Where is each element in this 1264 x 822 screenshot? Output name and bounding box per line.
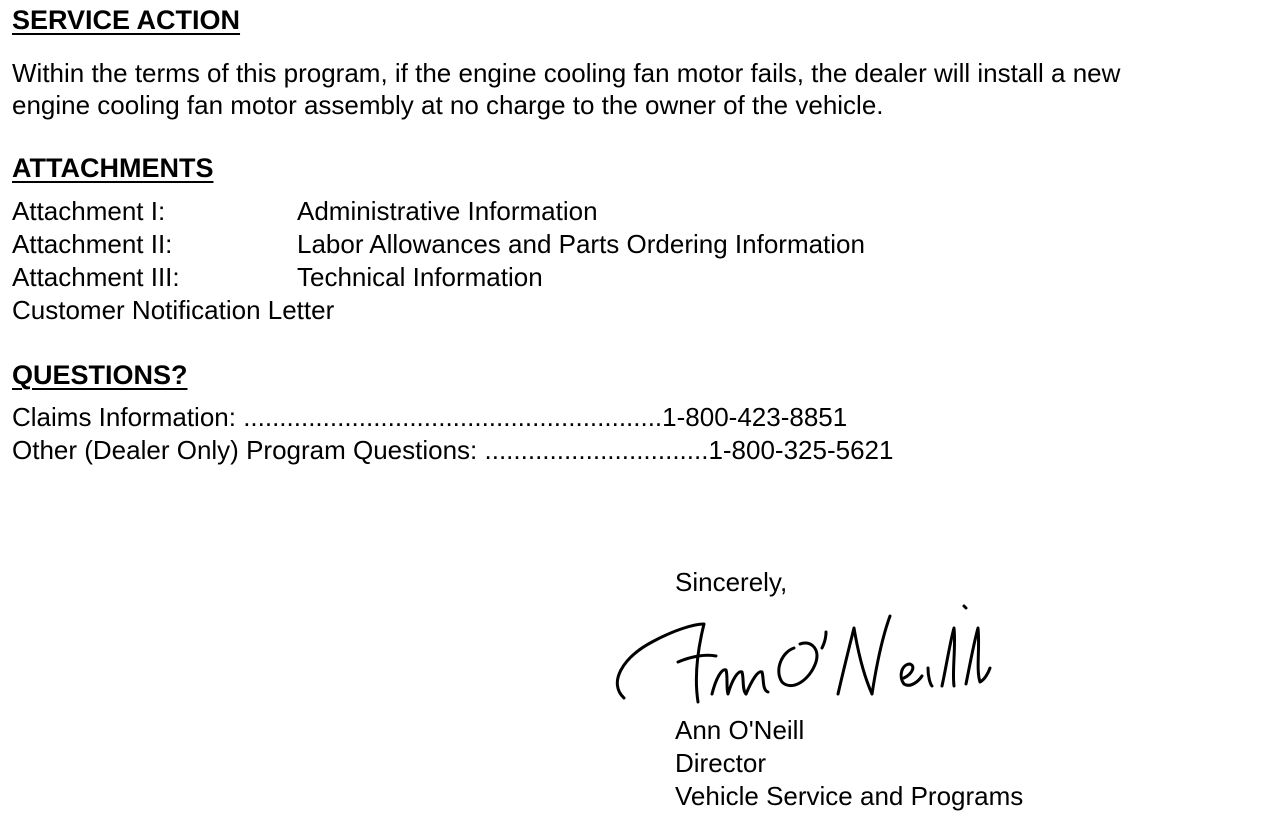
- dot-leader: ...............................: [484, 435, 709, 465]
- attachment-row-3: [12, 261, 543, 293]
- contact-label: Claims Information:: [12, 402, 244, 432]
- customer-notification-letter: Customer Notification Letter: [12, 295, 335, 325]
- contact-row-claims: [12, 401, 847, 433]
- attachment-row-1: [12, 195, 598, 227]
- dot-leader: ..........................................................: [243, 402, 663, 432]
- service-action-line-2: engine cooling fan motor assembly at no charge to the owner of the vehicle.: [12, 90, 884, 120]
- attachment-desc: Administrative Information: [297, 196, 598, 226]
- attachment-desc: Labor Allowances and Parts Ordering Information: [297, 229, 865, 259]
- salutation: Sincerely,: [675, 567, 788, 597]
- contact-phone: 1-800-325-5621: [708, 435, 894, 465]
- service-action-line-1: Within the terms of this program, if the engine cooling fan motor fails, the dealer will install a new: [12, 58, 1121, 88]
- signer-title: Director: [675, 748, 767, 778]
- attachment-desc: Technical Information: [297, 262, 543, 292]
- contact-label: Other (Dealer Only) Program Questions:: [12, 435, 485, 465]
- questions-heading: QUESTIONS?: [12, 360, 188, 390]
- attachment-label: Attachment I:: [12, 196, 166, 226]
- signer-department: Vehicle Service and Programs: [675, 781, 1024, 811]
- attachment-label: Attachment II:: [12, 229, 173, 259]
- signature-text: Ann O'Neill: [612, 598, 617, 599]
- signer-name: Ann O'Neill: [675, 715, 805, 745]
- attachment-label: Attachment III:: [12, 262, 180, 292]
- contact-phone: 1-800-423-8851: [662, 402, 848, 432]
- contact-row-program: [12, 434, 893, 466]
- attachment-row-2: [12, 228, 865, 260]
- handwritten-signature: [612, 598, 1002, 718]
- service-action-heading: SERVICE ACTION: [12, 5, 241, 35]
- attachments-heading: ATTACHMENTS: [12, 153, 214, 183]
